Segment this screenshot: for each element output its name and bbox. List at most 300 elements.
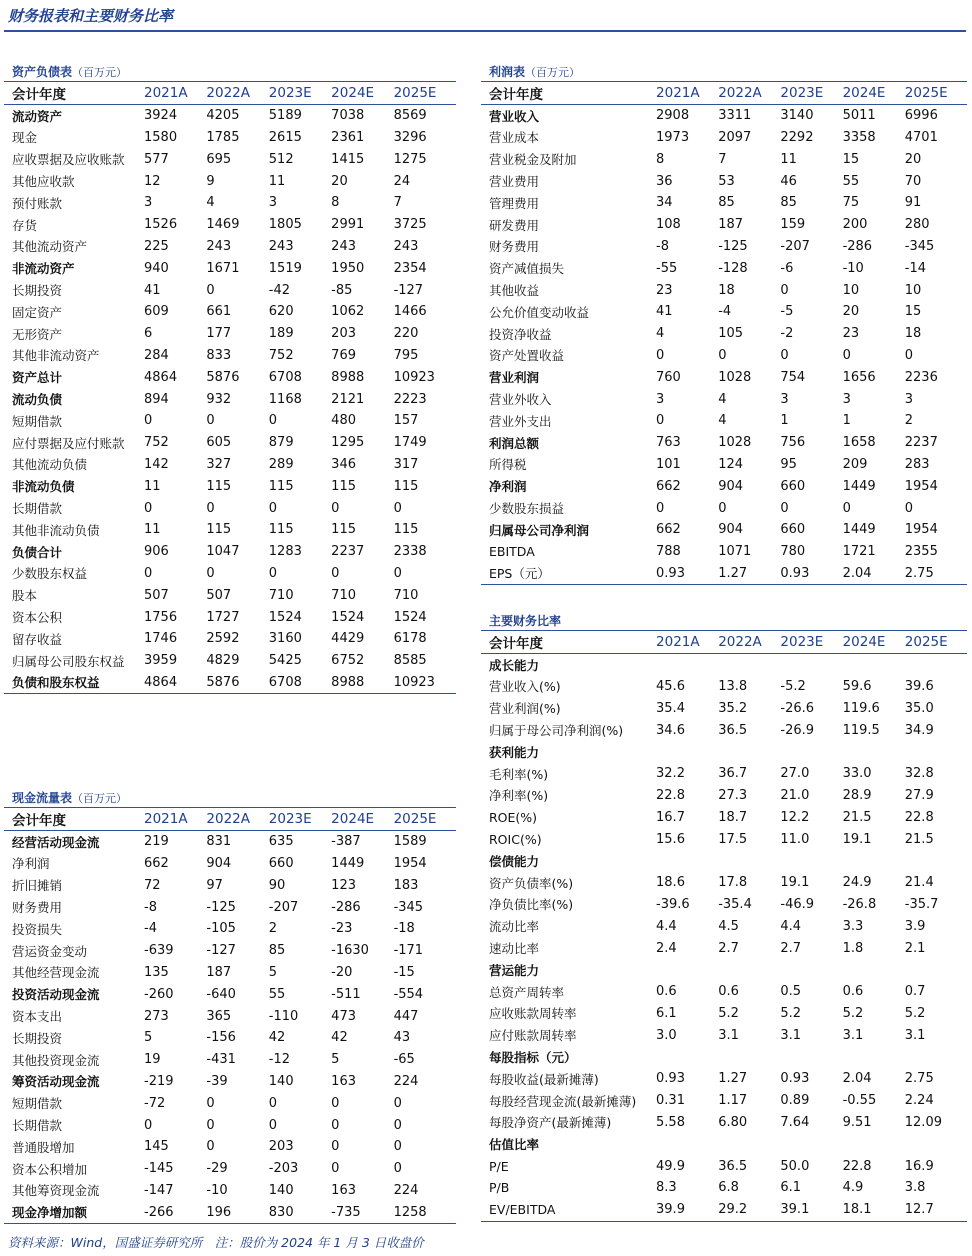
table-row [481, 1177, 967, 1199]
cell-value: 0 [393, 1095, 402, 1111]
cell-value: 788 [656, 544, 681, 560]
table-row [4, 301, 456, 323]
cell-value: 3725 [393, 217, 427, 233]
cell-value: 145 [144, 1139, 169, 1155]
cell-value: 280 [904, 217, 930, 233]
cell-value: -26.8 [842, 896, 877, 912]
table-row [4, 148, 456, 170]
table-header-row [481, 631, 967, 654]
cell-value: 1415 [331, 151, 365, 167]
cell-value: 157 [393, 413, 419, 429]
cell-value: 55 [842, 173, 860, 189]
table-row [4, 497, 456, 519]
cell-value: 7.64 [780, 1114, 810, 1130]
cell-value: 4429 [331, 631, 365, 647]
year-header: 2022A [718, 82, 780, 105]
row-label: 其他经营现金流 [12, 965, 100, 981]
cell-value: -147 [144, 1182, 174, 1198]
row-label: 应收票据及应收账款 [12, 152, 125, 168]
table-row [4, 279, 456, 301]
cell-value: 1589 [393, 834, 427, 850]
cell-value: 940 [144, 260, 169, 276]
table-row [481, 214, 967, 236]
cell-value: 904 [718, 522, 744, 538]
cell-value: 769 [331, 347, 356, 363]
cell-value: 904 [206, 855, 232, 871]
cell-value: 0 [656, 413, 665, 429]
cell-value: 23 [842, 326, 860, 342]
cell-value: 0 [842, 347, 851, 363]
cell-value: 5189 [268, 108, 302, 124]
cell-value: 12.2 [780, 809, 810, 825]
cell-value: 756 [780, 435, 806, 451]
cell-value: 29.2 [718, 1199, 780, 1221]
cell-value: 16.9 [904, 1158, 934, 1174]
row-label: 投资净收益 [489, 326, 552, 342]
cell-value: 23 [656, 282, 673, 298]
page-title: 财务报表和主要财务比率 [8, 7, 174, 25]
table-row [481, 148, 967, 170]
cell-value: -2 [780, 326, 794, 342]
cell-value: 105 [718, 326, 744, 342]
table-row [481, 806, 967, 828]
cell-value: 196 [206, 1201, 268, 1223]
cell-value: 140 [268, 1073, 294, 1089]
cell-value: -35.4 [718, 896, 752, 912]
cell-value [718, 741, 780, 763]
row-label: P/E [489, 1158, 509, 1174]
cell-value [780, 653, 842, 675]
table-row [481, 497, 967, 519]
row-label: 预付账款 [12, 195, 63, 211]
table-header-row [4, 808, 456, 831]
row-label: 少数股东权益 [12, 566, 88, 582]
cell-value: 780 [780, 544, 806, 560]
row-label: 流动资产 [12, 108, 63, 124]
cell-value: 8988 [331, 672, 393, 694]
cell-value: 1526 [144, 217, 178, 233]
row-label: 股本 [12, 588, 38, 604]
row-label: EPS（元） [481, 563, 656, 585]
row-label: 毛利率(%) [489, 766, 549, 782]
cell-value: 1519 [268, 260, 302, 276]
cell-value: 1954 [904, 522, 938, 538]
cell-value [905, 1133, 967, 1155]
cell-value: -8 [656, 238, 669, 254]
cell-value: 35.4 [656, 700, 685, 716]
cell-value: 32.8 [904, 766, 934, 782]
cell-value: 3160 [268, 631, 302, 647]
row-label: 资本公积 [12, 610, 63, 626]
cell-value [905, 959, 967, 981]
cell-value: 3.8 [904, 1180, 926, 1196]
cell-value: 0 [268, 565, 278, 581]
cell-value: 39.6 [904, 678, 934, 694]
cell-value [718, 959, 780, 981]
cell-value: 1658 [842, 435, 876, 451]
cell-value: 1721 [842, 544, 876, 560]
cell-value: 0 [780, 500, 789, 516]
table-header-row [4, 82, 456, 105]
row-label: 净利润 [489, 479, 527, 495]
cell-value: 879 [268, 435, 294, 451]
cell-value: 447 [393, 1008, 419, 1024]
cell-value: 183 [393, 877, 419, 893]
cell-value: 0 [842, 500, 851, 516]
cell-value: 1449 [842, 478, 876, 494]
cell-value: 2355 [904, 544, 938, 560]
cell-value: 101 [656, 456, 681, 472]
cell-value: 273 [144, 1008, 169, 1024]
row-label: 其他应收款 [12, 174, 75, 190]
cell-value: 20 [904, 151, 922, 167]
cell-value [843, 850, 905, 872]
cell-value: 177 [206, 326, 232, 342]
cell-value: 34 [656, 195, 673, 211]
cell-value: 620 [268, 304, 294, 320]
table-row [4, 388, 456, 410]
row-label: 长期借款 [12, 501, 63, 517]
row-label: 归属母公司股东权益 [12, 653, 125, 669]
cell-value: 283 [904, 456, 930, 472]
cell-value: -10 [842, 260, 864, 276]
cell-value: -5 [780, 304, 794, 320]
cell-value: 2361 [331, 129, 365, 145]
cell-value: -42 [268, 282, 291, 298]
row-label: 总资产周转率 [489, 984, 565, 1000]
cell-value: 5011 [842, 108, 876, 124]
cell-value: 4864 [144, 672, 206, 694]
cell-value: 0 [206, 565, 215, 581]
cell-value: 34.9 [904, 722, 934, 738]
cell-value: 2991 [331, 217, 365, 233]
table-row [4, 192, 456, 214]
row-label: 投资活动现金流 [12, 987, 100, 1003]
year-header: 2021A [144, 82, 206, 105]
income-statement-table [481, 81, 967, 585]
cell-value: 2908 [656, 108, 690, 124]
table-row [4, 628, 456, 650]
cell-value: 2.75 [904, 1071, 934, 1087]
cell-value: 710 [268, 587, 294, 603]
cell-value: 662 [656, 522, 681, 538]
cell-value: 8569 [393, 108, 427, 124]
cell-value: 95 [780, 456, 797, 472]
table-row [481, 719, 967, 741]
table-row [481, 1133, 967, 1155]
cell-value: 1580 [144, 129, 178, 145]
cell-value [780, 741, 842, 763]
cell-value [780, 1133, 842, 1155]
cell-value: 22.8 [842, 1158, 872, 1174]
cell-value: 3.1 [904, 1027, 926, 1043]
cell-value: -4 [718, 304, 732, 320]
cell-value: 2237 [904, 435, 938, 451]
row-label: 每股经营现金流(最新摊薄) [489, 1093, 637, 1109]
cell-value [656, 959, 718, 981]
cell-value: -29 [206, 1161, 228, 1177]
cell-value: 243 [331, 238, 356, 254]
cell-value: 11 [268, 173, 286, 189]
cell-value: 15.6 [656, 831, 685, 847]
cell-value: 203 [268, 1139, 294, 1155]
table-row [4, 606, 456, 628]
cell-value: 3 [144, 195, 153, 211]
row-label: 营业收入 [489, 108, 540, 124]
table-row [4, 1092, 456, 1114]
cell-value: 115 [393, 478, 419, 494]
cell-value: 4 [718, 391, 727, 407]
table-row [4, 896, 456, 918]
cell-value: 1749 [393, 435, 427, 451]
row-label: 研发费用 [489, 217, 540, 233]
cell-value: 660 [268, 855, 294, 871]
cell-value: 18.1 [843, 1199, 905, 1221]
cell-value: -554 [393, 986, 424, 1002]
cell-value: -345 [904, 238, 935, 254]
row-label: 每股净资产(最新摊薄) [489, 1115, 612, 1131]
row-label: ROIC(%) [489, 831, 542, 847]
cell-value: -105 [206, 921, 236, 937]
cell-value: 6.8 [718, 1180, 739, 1196]
cell-value: 13.8 [718, 678, 748, 694]
row-label: 营业费用 [489, 174, 540, 190]
cell-value: 4864 [144, 369, 178, 385]
cash-flow-section [4, 789, 456, 1224]
cell-value: 906 [144, 544, 169, 560]
year-header: 2025E [394, 808, 456, 831]
cell-value: 27.0 [780, 766, 810, 782]
cell-value: 15 [904, 304, 922, 320]
cell-value: 507 [144, 587, 169, 603]
cell-value: 0 [206, 282, 215, 298]
cash-flow-title: 现金流量表（百万元） [12, 791, 128, 805]
cell-value: 3358 [842, 129, 876, 145]
cell-value: 3 [656, 391, 665, 407]
ratios-table [481, 630, 967, 1222]
table-row [481, 1068, 967, 1090]
table-row [481, 279, 967, 301]
cell-value: 85 [780, 195, 797, 211]
cell-value: 480 [331, 413, 356, 429]
cell-value: 3296 [393, 129, 427, 145]
cell-value: 115 [331, 478, 356, 494]
row-label: 固定资产 [12, 304, 63, 320]
table-row [481, 345, 967, 367]
cell-value: -345 [393, 899, 424, 915]
row-label: 管理费用 [489, 195, 540, 211]
cell-value [718, 850, 780, 872]
year-header: 2023E [269, 82, 331, 105]
table-row [481, 828, 967, 850]
row-label: 资本支出 [12, 1009, 63, 1025]
table-row [4, 104, 456, 126]
cell-value: 85 [268, 943, 286, 959]
cell-value: 3.1 [718, 1027, 739, 1043]
cell-value: 19 [144, 1052, 161, 1068]
row-label: 资产负债率(%) [489, 875, 574, 891]
year-header: 2023E [780, 631, 842, 654]
cell-value [843, 959, 905, 981]
table-row [4, 345, 456, 367]
cell-value: 609 [144, 304, 169, 320]
row-label: 营运能力 [489, 962, 540, 978]
cell-value: 3.0 [656, 1027, 677, 1043]
cell-value: 1047 [206, 544, 240, 560]
cell-value: 0 [268, 413, 278, 429]
cell-value: -125 [206, 899, 236, 915]
cell-value: 4 [718, 413, 727, 429]
header-label: 会计年度 [481, 82, 656, 105]
cell-value: 1028 [718, 435, 752, 451]
cell-value: -39.6 [656, 896, 690, 912]
cell-value: -387 [331, 834, 361, 850]
cell-value: 0.93 [656, 1071, 685, 1087]
cell-value: 660 [780, 522, 806, 538]
cell-value: 187 [206, 964, 232, 980]
row-label: 净利率(%) [489, 788, 549, 804]
year-header: 2022A [718, 631, 780, 654]
cell-value: 21.0 [780, 787, 810, 803]
cell-value [656, 741, 718, 763]
cell-value: -26.6 [780, 700, 815, 716]
cell-value: 135 [144, 964, 169, 980]
cell-value: 4.9 [842, 1180, 864, 1196]
cell-value: 36 [656, 173, 673, 189]
row-label: 资本公积增加 [12, 1161, 88, 1177]
cell-value [905, 1046, 967, 1068]
cell-value: 6996 [904, 108, 938, 124]
cell-value: 473 [331, 1008, 356, 1024]
cell-value: 0 [393, 565, 402, 581]
cell-value: 21.5 [904, 831, 934, 847]
cell-value: 0 [331, 1161, 340, 1177]
table-row [4, 983, 456, 1005]
table-row [481, 763, 967, 785]
cell-value: 140 [268, 1182, 294, 1198]
cell-value: -171 [393, 943, 424, 959]
cell-value: 605 [206, 435, 232, 451]
ratios-section [481, 612, 967, 1222]
row-label: 应付账款周转率 [489, 1028, 577, 1044]
table-row [481, 257, 967, 279]
cell-value: -8 [144, 899, 157, 915]
cell-value: 9.51 [842, 1114, 872, 1130]
row-label: 营业利润(%) [489, 701, 561, 717]
cell-value: 209 [842, 456, 868, 472]
table-row [4, 1158, 456, 1180]
cell-value: 1168 [268, 391, 302, 407]
cell-value: 3.3 [842, 918, 864, 934]
cell-value: 12 [144, 173, 161, 189]
cell-value: 70 [904, 173, 922, 189]
year-header: 2024E [843, 631, 905, 654]
cell-value: 0 [268, 1095, 278, 1111]
table-header-row [481, 82, 967, 105]
table-row [4, 366, 456, 388]
table-row [481, 192, 967, 214]
cell-value: 4 [656, 326, 665, 342]
cell-value: 22.8 [656, 787, 685, 803]
cell-value: 3 [780, 391, 789, 407]
cell-value: -26.9 [780, 722, 815, 738]
row-label: 其他投资现金流 [12, 1052, 100, 1068]
row-label: 流动负债 [12, 392, 63, 408]
row-label: 非流动资产 [12, 261, 75, 277]
table-row [481, 872, 967, 894]
cell-value: 142 [144, 456, 169, 472]
row-label: 负债和股东权益 [4, 672, 144, 694]
table-row [4, 1027, 456, 1049]
cell-value: 6.1 [780, 1180, 802, 1196]
cell-value: -55 [656, 260, 678, 276]
cell-value: 4.5 [718, 918, 739, 934]
row-label: 每股指标（元） [489, 1050, 577, 1066]
cell-value: -46.9 [780, 896, 815, 912]
table-row [4, 519, 456, 541]
year-header: 2023E [780, 82, 842, 105]
year-header: 2022A [206, 82, 268, 105]
row-label: 每股收益(最新摊薄) [489, 1071, 599, 1087]
cell-value: 0 [331, 565, 340, 581]
row-label: 速动比率 [489, 941, 540, 957]
cell-value: 18.6 [656, 875, 685, 891]
income-statement-section [481, 63, 967, 585]
row-label: 应付票据及应付账款 [12, 435, 125, 451]
row-label: 其他流动资产 [12, 239, 88, 255]
cell-value: 4 [206, 195, 215, 211]
table-row [481, 563, 967, 585]
cell-value: -20 [331, 964, 353, 980]
cell-value: 512 [268, 151, 294, 167]
cell-value: 6708 [268, 369, 302, 385]
cell-value: 17.8 [718, 875, 748, 891]
cell-value: 754 [780, 369, 806, 385]
cell-value: 11 [144, 478, 161, 494]
cell-value [656, 1133, 718, 1155]
cell-value [718, 1046, 780, 1068]
cell-value: 0 [268, 1117, 278, 1133]
row-label: 长期投资 [12, 1030, 63, 1046]
balance-sheet-table [4, 81, 456, 694]
cell-value: 50.0 [780, 1158, 810, 1174]
cell-value: 5876 [206, 672, 268, 694]
row-label: 归属于母公司净利润(%) [489, 723, 624, 739]
cell-value: -10 [206, 1182, 228, 1198]
cell-value: 763 [656, 435, 681, 451]
cell-value: 3.1 [780, 1027, 802, 1043]
year-header: 2021A [656, 631, 718, 654]
cell-value: 224 [393, 1182, 419, 1198]
cell-value: 5 [331, 1052, 340, 1068]
cell-value: 203 [331, 326, 356, 342]
table-row [4, 127, 456, 149]
cell-value: 163 [331, 1073, 356, 1089]
cell-value: 115 [393, 522, 419, 538]
cell-value: 4205 [206, 108, 240, 124]
balance-sheet-title: 资产负债表（百万元） [12, 65, 128, 79]
cell-value: 115 [268, 522, 294, 538]
cell-value: 661 [206, 304, 232, 320]
cell-value: 1469 [206, 217, 240, 233]
cell-value: -286 [331, 899, 361, 915]
cell-value: 5.2 [718, 1005, 739, 1021]
cell-value: 42 [268, 1030, 286, 1046]
cell-value: 17.5 [718, 831, 748, 847]
cell-value: 662 [144, 855, 169, 871]
cell-value: 0 [206, 1117, 215, 1133]
cell-value: 1.8 [842, 940, 864, 956]
